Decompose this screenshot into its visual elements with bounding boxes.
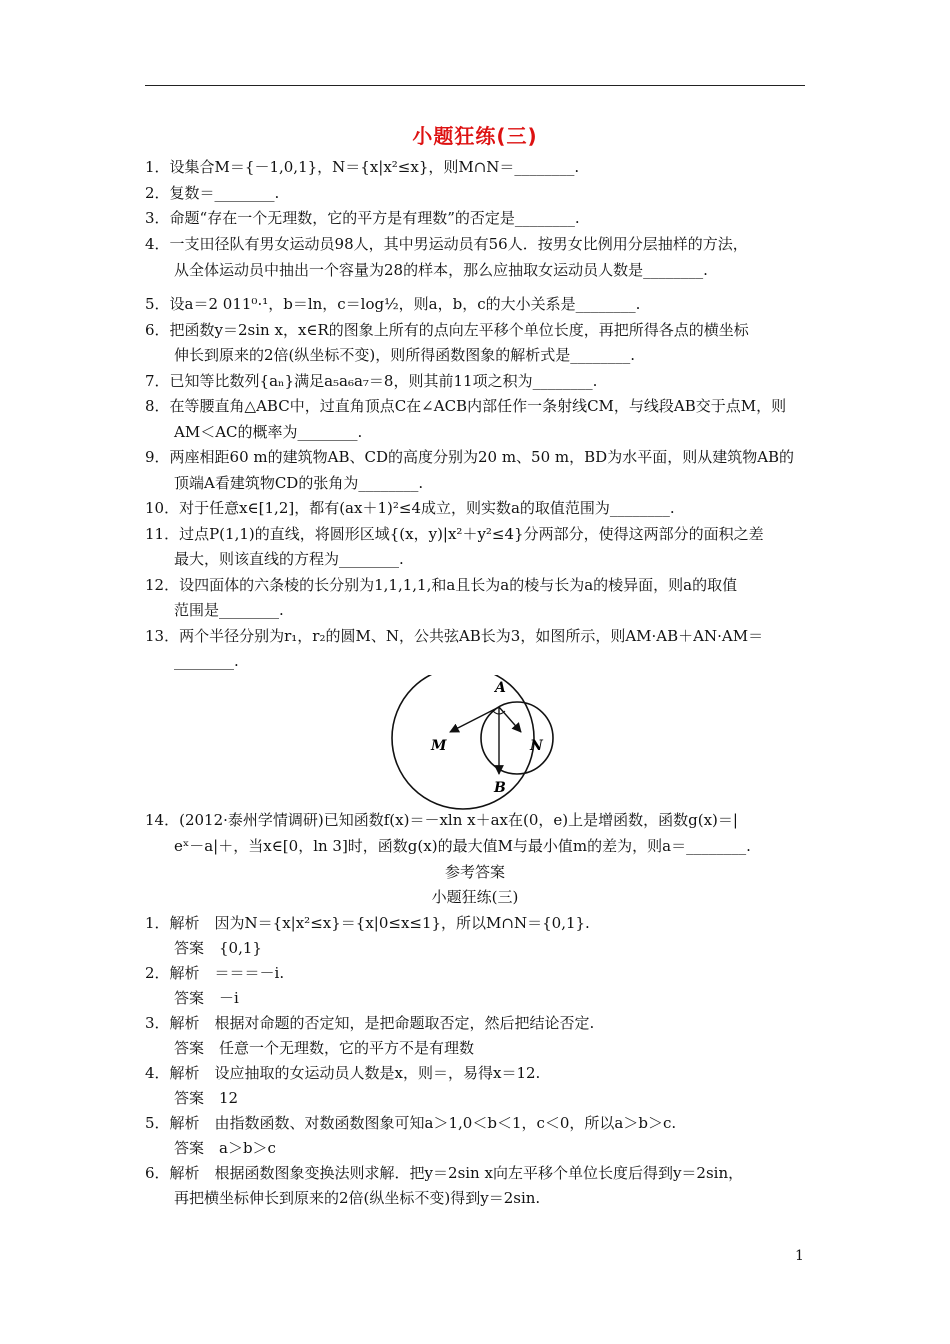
vector-am — [450, 707, 499, 732]
analysis-2: 2．解析 ＝＝＝－i. — [145, 964, 285, 982]
question-4: 4．一支田径队有男女运动员98人，其中男运动员有56人．按男女比例用分层抽样的方法， — [145, 235, 748, 253]
question-12-cont: 范围是________. — [174, 601, 284, 619]
question-8: 8．在等腰直角△ABC中，过直角顶点C在∠ACB内部任作一条射线CM，与线段AB交于点M，则 — [145, 397, 787, 415]
question-2: 2．复数＝________. — [145, 184, 280, 202]
analysis-3: 3．解析 根据对命题的否定知，是把命题取否定，然后把结论否定. — [145, 1014, 595, 1032]
question-4-cont: 从全体运动员中抽出一个容量为28的样本，那么应抽取女运动员人数是________. — [174, 261, 708, 279]
analysis-6: 6．解析 根据函数图象变换法则求解．把y＝2sin x向左平移个单位长度后得到y＝2sin， — [145, 1164, 744, 1182]
question-10: 10．对于任意x∈[1,2]，都有(ax＋1)²≤4成立，则实数a的取值范围为________. — [145, 499, 675, 517]
header-rule — [145, 85, 805, 86]
question-14: 14．(2012·泰州学情调研)已知函数f(x)＝－xln x＋ax在(0，e)上是增函数，函数g(x)＝| — [145, 811, 738, 829]
question-13-cont: ________. — [174, 652, 239, 670]
question-14-cont: eˣ－a|＋，当x∈[0，ln 3]时，函数g(x)的最大值M与最小值m的差为，则a＝________. — [174, 837, 751, 855]
label-m: M — [431, 738, 447, 754]
question-7: 7．已知等比数列{aₙ}满足a₅a₆a₇＝8，则其前11项之积为________. — [145, 372, 598, 390]
answers-subheading: 小题狂练(三) — [431, 888, 519, 906]
analysis-5: 5．解析 由指数函数、对数函数图象可知a＞1,0＜b＜1，c＜0，所以a＞b＞c. — [145, 1114, 677, 1132]
analysis-6-cont: 再把横坐标伸长到原来的2倍(纵坐标不变)得到y＝2sin. — [174, 1189, 541, 1207]
label-a: A — [495, 680, 506, 696]
circle-m — [392, 675, 534, 809]
question-11-cont: 最大，则该直线的方程为________. — [174, 550, 404, 568]
page-title: 小题狂练(三) — [412, 124, 538, 148]
question-3: 3．命题“存在一个无理数，它的平方是有理数”的否定是________. — [145, 209, 580, 227]
question-6: 6．把函数y＝2sin x，x∈R的图象上所有的点向左平移个单位长度，再把所得各点的横坐标 — [145, 321, 749, 339]
answer-1: 答案 {0,1} — [174, 939, 262, 957]
question-11: 11．过点P(1,1)的直线，将圆形区域{(x，y)|x²＋y²≤4}分两部分，使得这两部分的面积之差 — [145, 525, 764, 543]
question-1: 1．设集合M＝{－1,0,1}，N＝{x|x²≤x}，则M∩N＝________. — [145, 158, 580, 176]
analysis-1: 1．解析 因为N＝{x|x²≤x}＝{x|0≤x≤1}，所以M∩N＝{0,1}. — [145, 914, 590, 932]
question-5: 5．设a＝2 011⁰·¹，b＝ln，c＝log½，则a，b，c的大小关系是________. — [145, 295, 641, 313]
answer-4: 答案 12 — [174, 1089, 239, 1107]
question-6-cont: 伸长到原来的2倍(纵坐标不变)，则所得函数图象的解析式是________. — [174, 346, 636, 364]
question-12: 12．设四面体的六条棱的长分别为1,1,1,1,和a且长为a的棱与长为a的棱异面，则a的取值 — [145, 576, 738, 594]
question-9-cont: 顶端A看建筑物CD的张角为________. — [174, 474, 424, 492]
question-13: 13．两个半径分别为r₁，r₂的圆M、N，公共弦AB长为3，如图所示，则AM·AB＋AN·AM＝ — [145, 627, 764, 645]
answer-5: 答案 a＞b＞c — [174, 1139, 276, 1157]
vector-an — [499, 707, 521, 732]
analysis-4: 4．解析 设应抽取的女运动员人数是x，则＝，易得x＝12. — [145, 1064, 541, 1082]
label-n: N — [530, 738, 543, 754]
question-8-cont: AM＜AC的概率为________. — [174, 423, 363, 441]
answer-2: 答案 －i — [174, 989, 239, 1007]
label-b: B — [494, 780, 506, 796]
answers-heading: 参考答案 — [444, 863, 505, 881]
question-9: 9．两座相距60 m的建筑物AB、CD的高度分别为20 m、50 m，BD为水平面，则从建筑物AB的 — [145, 448, 795, 466]
page-number: 1 — [795, 1248, 804, 1264]
answer-3: 答案 任意一个无理数，它的平方不是有理数 — [174, 1039, 475, 1057]
two-circles-figure — [385, 675, 565, 810]
